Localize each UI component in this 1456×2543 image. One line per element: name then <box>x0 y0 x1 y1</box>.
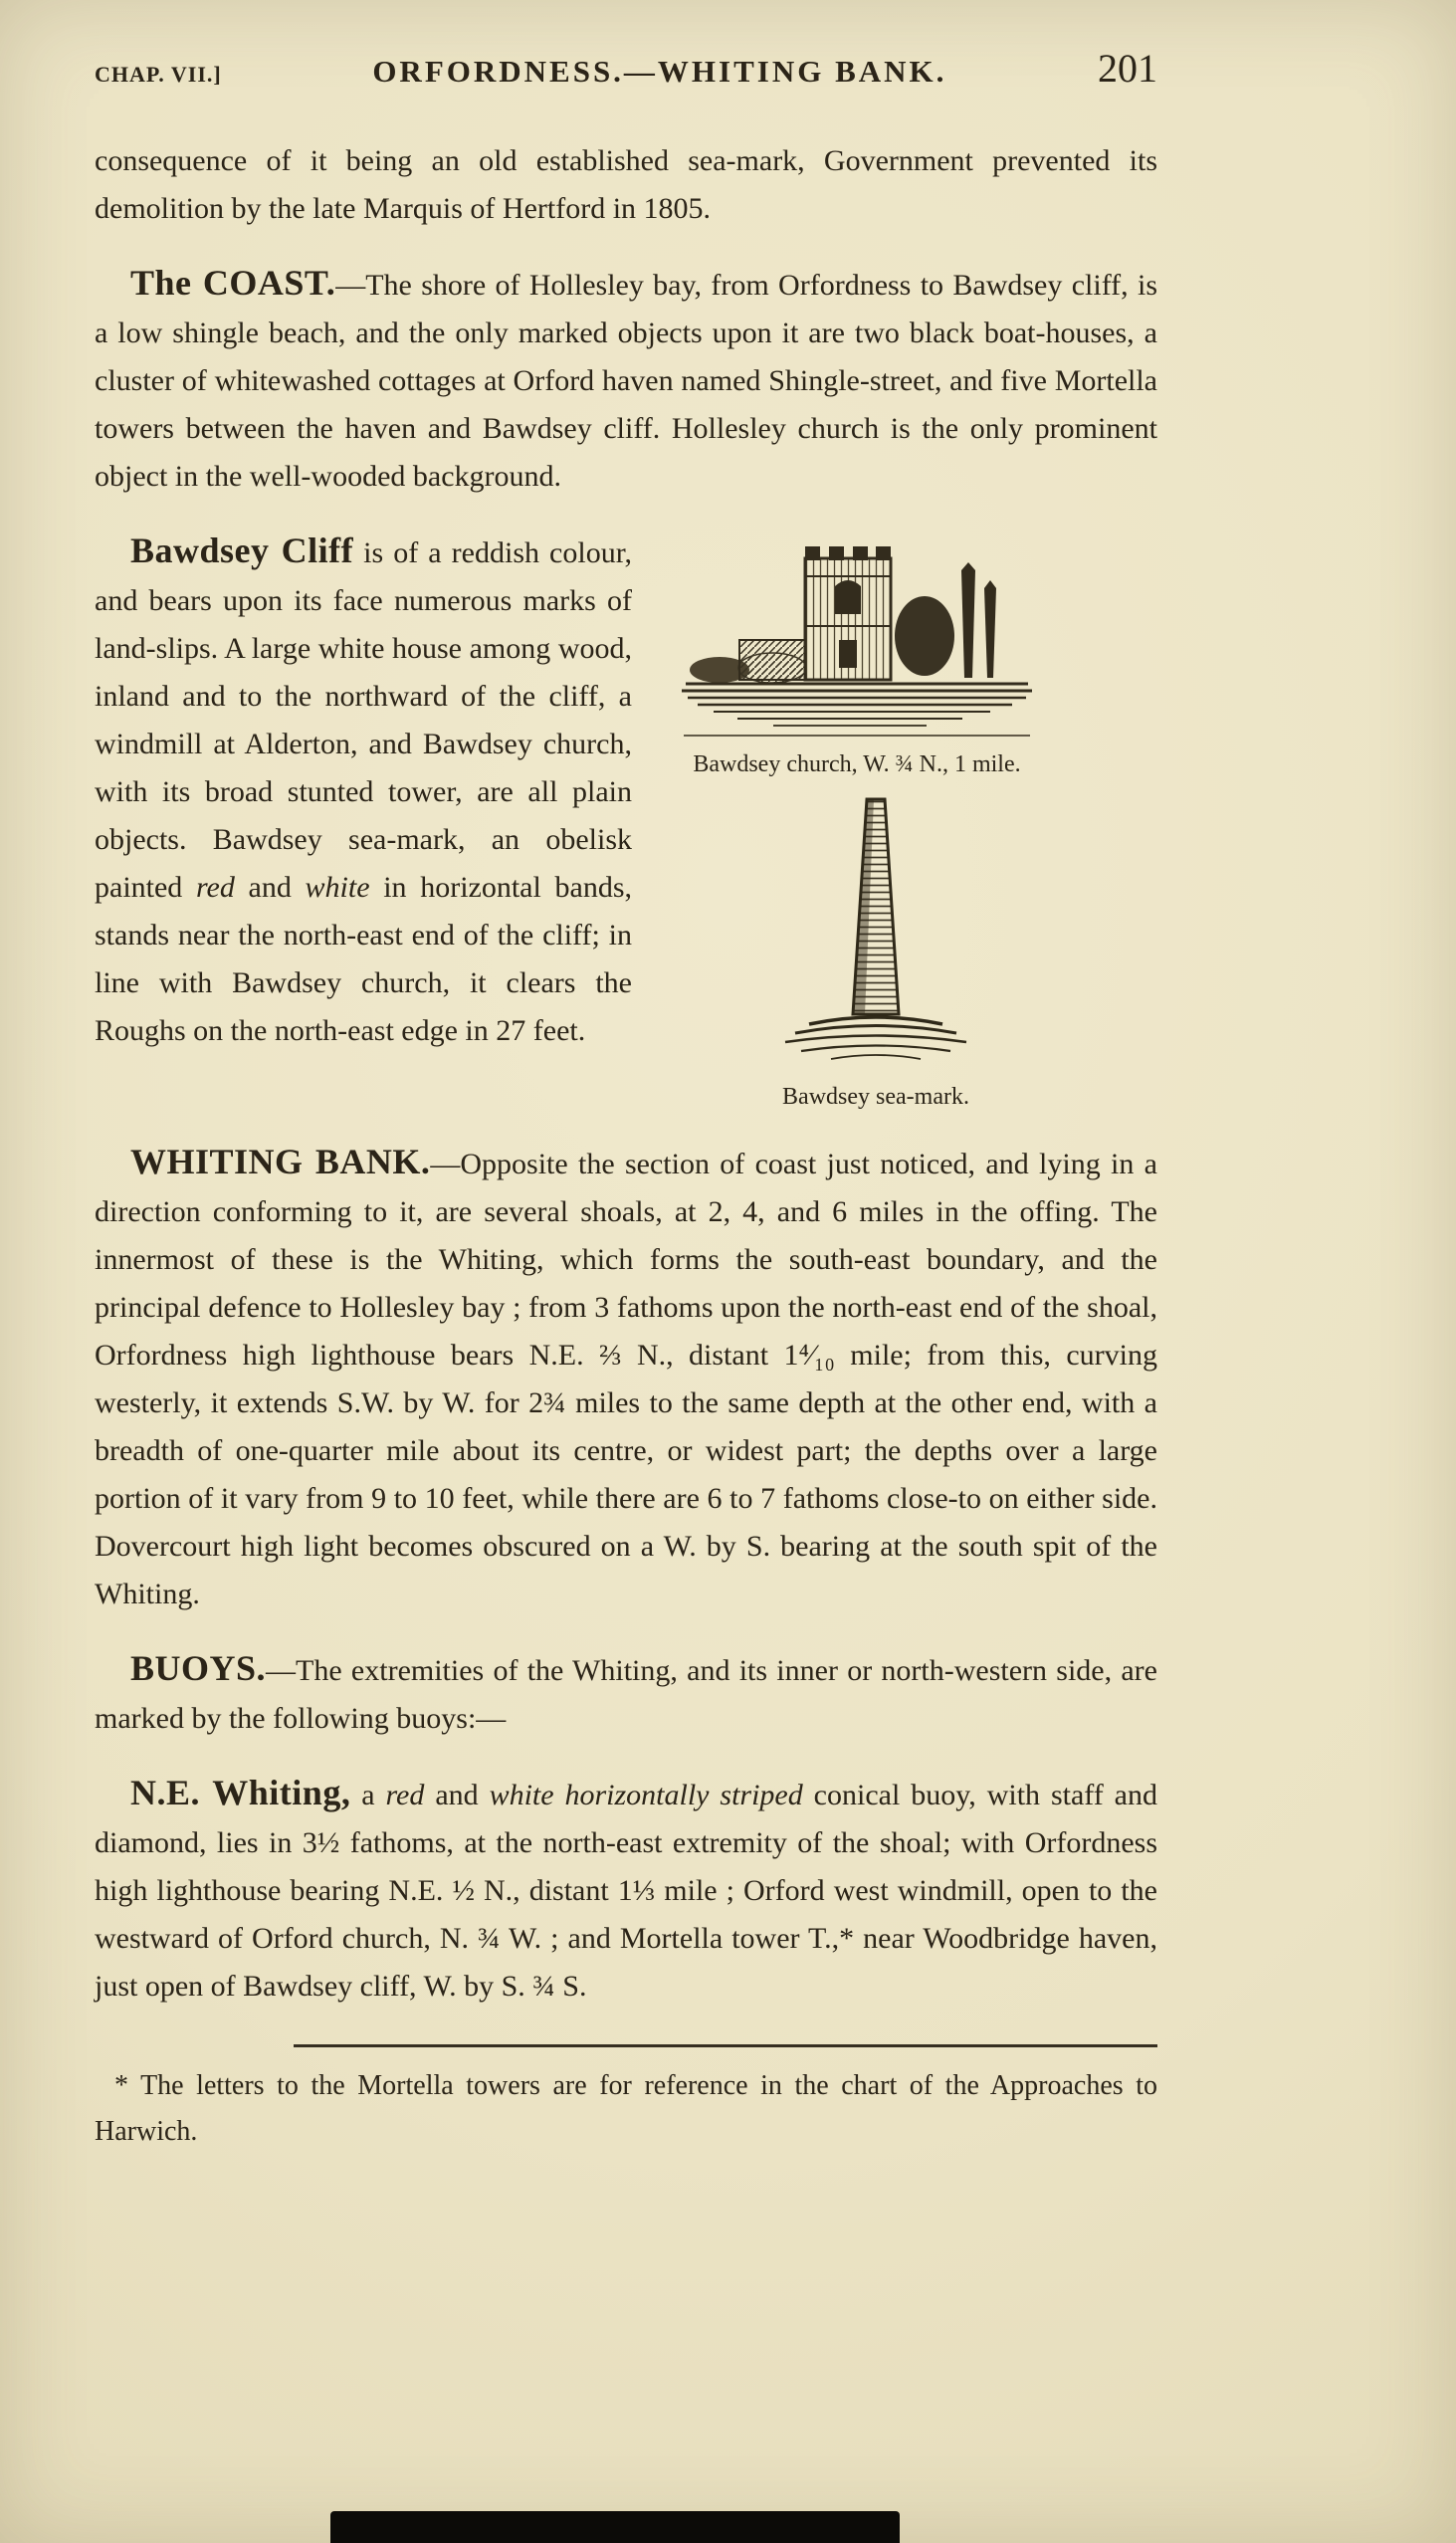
paragraph-whiting-bank <box>95 1138 1157 1618</box>
bawdsey-italic-red: red <box>195 871 235 904</box>
intro-text: consequence of it being an old established sea-mark, Government prevented its demolition by the late Marquis of Hertford in 1805. <box>95 144 1157 225</box>
ne-whiting-text-1: a <box>350 1779 386 1811</box>
paragraph-intro <box>95 137 1157 233</box>
coast-text: —The shore of Hollesley bay, from Orfordness to Bawdsey cliff, is a low shingle beach, and the only marked objects upon it are two black boat-houses, a cluster of whitewashed cottages at Orford haven named Shingle-street, and five Mortella towers between the haven and Bawdsey cliff. Hollesley church is the only prominent object in the well-wooded background. <box>95 269 1157 493</box>
footnote-rule <box>294 2044 1157 2047</box>
ne-whiting-italic-striped: white horizontally striped <box>489 1779 803 1811</box>
bawdsey-church-figure <box>678 529 1036 779</box>
seamark-caption: Bawdsey sea-mark. <box>782 1084 969 1110</box>
ne-whiting-text-3: conical buoy, with staff and diamond, lies in 3½ fathoms, at the north-east extremity of the shoal; with Orfordness high lighthouse bearing N.E. ½ N., distant 1⅓ mile ; Orford west windmill, open to the westward of Orford church, N. ¾ W. ; and Mortella tower T.,* near Woodbridge haven, just open of Bawdsey cliff, W. by S. ¾ S. <box>95 1779 1157 2003</box>
bawdsey-text-2: and <box>234 871 306 904</box>
coast-heading: The COAST. <box>130 263 336 303</box>
ne-whiting-heading: N.E. Whiting, <box>130 1773 351 1812</box>
page-header <box>95 45 1157 92</box>
paragraph-ne-whiting <box>95 1769 1157 2011</box>
bawdsey-italic-white: white <box>305 871 370 904</box>
bawdsey-section <box>95 527 1157 1112</box>
bawdsey-seamark-illustration <box>761 791 990 1080</box>
figure-column <box>632 527 1157 1112</box>
paragraph-buoys <box>95 1644 1157 1743</box>
buoys-text: —The extremities of the Whiting, and its inner or north-western side, are marked by the following buoys:— <box>95 1654 1157 1735</box>
paragraph-bawdsey <box>95 527 632 1112</box>
ne-whiting-italic-red: red <box>385 1779 425 1811</box>
bawdsey-heading: Bawdsey Cliff <box>130 530 354 570</box>
bawdsey-text-3: in horizontal bands, stands near the north-east end of the cliff; in line with Bawdsey church, it clears the Roughs on the north-east edge in 27 feet. <box>95 871 632 1047</box>
bawdsey-seamark-figure <box>761 791 990 1112</box>
page-number: 201 <box>1098 46 1157 91</box>
ne-whiting-text-2: and <box>424 1779 490 1811</box>
whiting-bank-heading: WHITING BANK. <box>130 1142 431 1181</box>
chapter-label: CHAP. VII.] <box>95 62 222 87</box>
whiting-bank-text: —Opposite the section of coast just noticed, and lying in a direction conforming to it, are several shoals, at 2, 4, and 6 miles in the offing. The innermost of these is the Whiting, which forms the south-east boundary, and the principal defence to Hollesley bay ; from 3 fathoms upon the north-east end of the shoal, Orfordness high lighthouse bears N.E. ⅔ N., distant 1⁴⁄₁₀ mile; from this, curving westerly, it extends S.W. by W. for 2¾ miles to the same depth at the other end, with a breadth of one-quarter mile about its centre, or widest part; the depths over a large portion of it vary from 9 to 10 feet, while there are 6 to 7 fathoms close-to on either side. Dovercourt high light becomes obscured on a W. by S. bearing at the south spit of the Whiting. <box>95 1148 1157 1610</box>
bawdsey-church-illustration <box>678 529 1036 747</box>
footnote-text: * The letters to the Mortella towers are for reference in the chart of the Approaches to Harwich. <box>95 2070 1157 2147</box>
bawdsey-text-1: is of a reddish colour, and bears upon its face numerous marks of land-slips. A large white house among wood, inland and to the northward of the cliff, a windmill at Alderton, and Bawdsey church, with its broad stunted tower, are all plain objects. Bawdsey sea-mark, an obelisk painted <box>95 536 632 904</box>
text-block <box>95 45 1157 2155</box>
paragraph-coast <box>95 259 1157 501</box>
running-title: ORFORDNESS.—WHITING BANK. <box>372 54 947 89</box>
buoys-heading: BUOYS. <box>130 1648 267 1688</box>
church-caption: Bawdsey church, W. ¾ N., 1 mile. <box>693 751 1021 777</box>
scan-artifact-bar <box>330 2511 900 2543</box>
